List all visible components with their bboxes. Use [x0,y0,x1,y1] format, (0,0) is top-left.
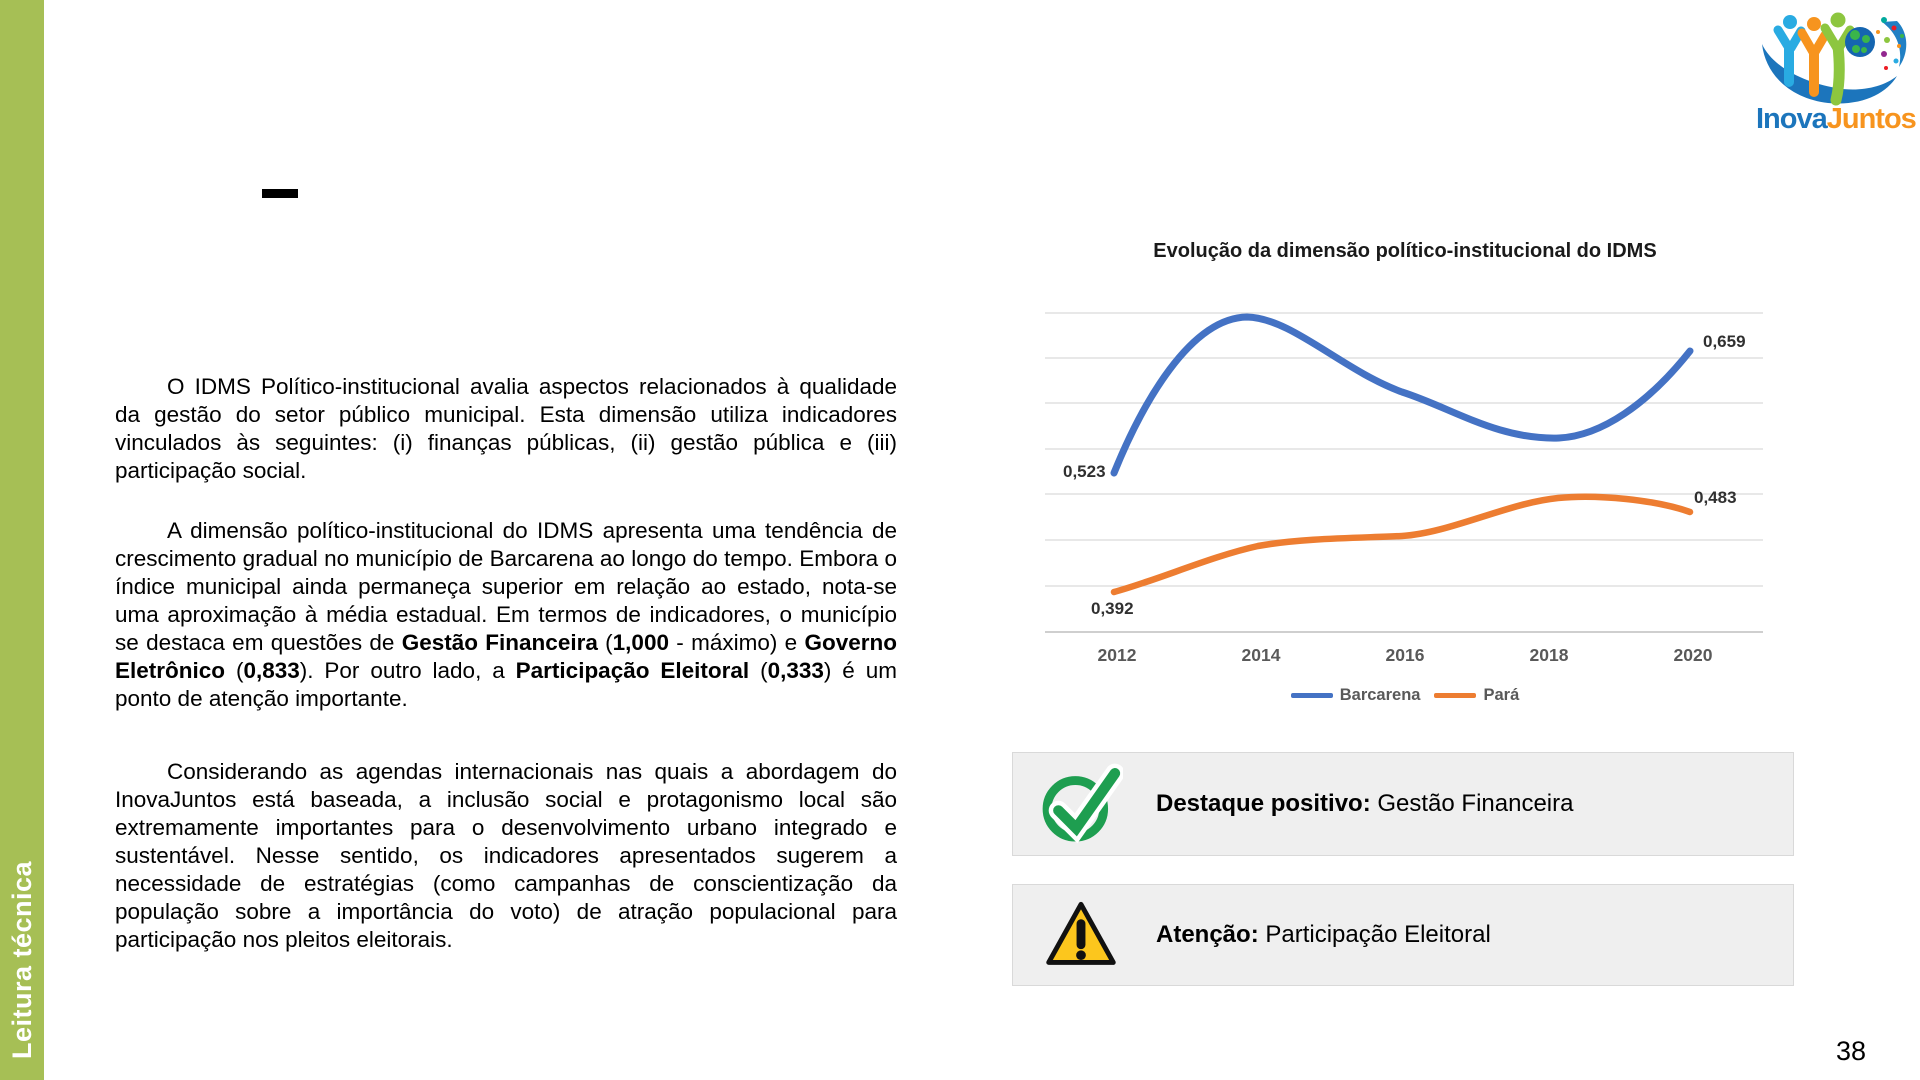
x-tick-2016: 2016 [1385,645,1425,665]
p2-seg: ). Por outro lado, a [299,658,516,683]
legend-label-para: Pará [1483,686,1520,704]
inovajuntos-logo-art [1756,6,1910,106]
series-para-line [1114,497,1690,592]
callout-positive-text [1156,790,1573,818]
x-tick-2012: 2012 [1097,645,1137,665]
p2-bold-valor-0833: 0,833 [243,658,300,683]
x-tick-2020: 2020 [1673,645,1713,665]
chart-legend [1020,686,1790,705]
data-label-para-2020: 0,483 [1694,488,1737,507]
p2-bold-participacao-eleitoral: Participação Eleitoral [515,658,750,683]
p2-seg: ( [749,658,768,683]
data-label-para-2012: 0,392 [1091,599,1134,618]
callout-positive [1012,752,1794,856]
paragraph-intro: O IDMS Político-institucional avalia aspectos relacionados à qualidade da gestão do setor público municipal. Esta dimensão utiliza indicadores vinculados às seguintes: (i) finanças públicas, (ii) gestão pública e (iii) participação social. [115,374,897,483]
p2-bold-valor-0333: 0,333 [767,658,824,683]
p2-seg: ( [597,630,613,655]
checkmark-circle-icon [1039,761,1123,847]
section-label: Leitura técnica [6,860,37,1060]
paragraph-analysis [115,517,897,713]
title-dash [262,189,298,198]
x-tick-2018: 2018 [1529,645,1569,665]
legend-label-barcarena: Barcarena [1339,686,1421,704]
p2-seg: ) é um ponto de atenção importante. [115,658,897,711]
callout-attention-label: Atenção: [1156,921,1259,948]
p2-seg: ( [225,658,244,683]
p2-bold-gestao-financeira: Gestão Financeira [401,630,598,655]
logo-text-juntos: Juntos [1826,103,1916,135]
inovajuntos-logo [1756,6,1916,138]
inovajuntos-logo-text [1756,103,1916,136]
x-tick-2014: 2014 [1241,645,1281,665]
legend-swatch-barcarena [1291,693,1333,698]
chart-x-axis-labels [1020,645,1790,669]
paragraph-recommendation: Considerando as agendas internacionais nas quais a abordagem do InovaJuntos está baseada, a inclusão social e protagonismo local são extremamente importantes para o desenvolvimento urbano integrado e sustentável. Nesse sentido, os indicadores apresentados sugerem a necessidade de estratégias (como campanhas de conscientização da população sobre a importância do voto) de atração populacional para participação nos pleitos eleitorais. [115,759,897,952]
idms-line-chart [1020,236,1790,714]
p2-bold-valor-1000: 1,000 [612,630,669,655]
data-label-barcarena-2012: 0,523 [1063,462,1106,481]
article-text-column [115,373,897,954]
callout-attention [1012,884,1794,986]
p2-bold-governo-eletronico: Governo Eletrônico [115,630,898,683]
sidebar-label-wrap [0,852,44,1068]
p2-seg: A dimensão político-institucional do IDMS apresenta uma tendência de crescimento gradual no município de Barcarena ao longo do tempo. Embora o índice municipal ainda permaneça superior em relação ao estado, nota-se uma aproximação à média estadual. Em termos de indicadores, o município se destaca em questões de [115,518,897,655]
section-sidebar-band [0,0,44,1080]
page-number: 38 [1836,1036,1867,1066]
logo-text-inova: Inova [1756,103,1827,135]
callout-positive-value: Gestão Financeira [1370,790,1574,817]
warning-triangle-icon [1039,892,1123,978]
callout-positive-label: Destaque positivo: [1156,790,1371,817]
chart-title: Evolução da dimensão político-institucional do IDMS [1153,240,1657,262]
callout-attention-text [1156,921,1491,949]
chart-plot-area [1020,276,1790,676]
legend-item-barcarena [1291,686,1421,705]
data-label-barcarena-2020: 0,659 [1703,332,1746,351]
p2-seg: - máximo) e [668,630,805,655]
legend-item-para [1434,686,1519,705]
chart-gridlines [1045,313,1763,586]
legend-swatch-para [1434,693,1476,698]
callout-attention-value: Participação Eleitoral [1258,921,1491,948]
